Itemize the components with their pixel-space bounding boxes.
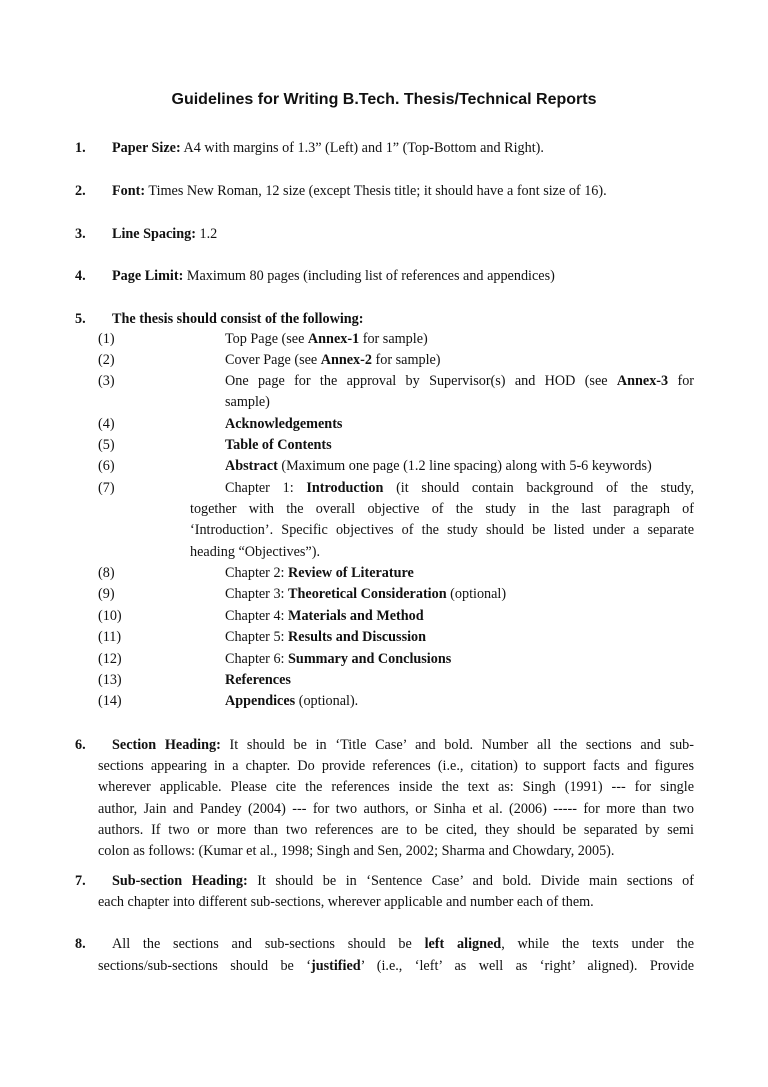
paragraph-line: each chapter into different sub-sections, wherever applicable and number each of them. (98, 894, 594, 910)
list-item (0, 437, 768, 458)
list-item-continued (0, 522, 768, 543)
item-bold: left aligned (424, 936, 502, 952)
list-number: (2) (98, 352, 115, 368)
list-text: for sample) (359, 331, 428, 347)
list-item (0, 629, 768, 650)
item-label: Font: (112, 183, 146, 199)
list-text: ‘Introduction’. Specific objectives of the study should be listed under a separate (190, 522, 694, 538)
list-text: sample) (225, 394, 270, 410)
list-bold: References (225, 672, 291, 688)
list-bold: Annex-3 (616, 373, 669, 389)
list-bold: Review of Literature (288, 565, 414, 581)
list-number: (11) (98, 629, 122, 645)
list-bold: Theoretical Consideration (288, 586, 447, 602)
paragraph-line: author, Jain and Pandey (2004) --- for two authors, or Sinha et al. (2006) ----- for more than two (98, 801, 694, 817)
list-item (0, 565, 768, 586)
list-text: for (668, 373, 695, 389)
list-item (0, 416, 768, 437)
item-text: 1.2 (195, 226, 218, 242)
list-bold: Annex-2 (320, 352, 372, 368)
item-text: , while the texts under the (501, 936, 694, 952)
item-text: sections/sub-sections should be ‘ (98, 958, 311, 974)
list-item-continued (0, 394, 768, 415)
item-label: The thesis should consist of the following: (112, 311, 364, 327)
item-number: 8. (75, 936, 86, 952)
list-text: Chapter 6: (225, 651, 289, 667)
list-number: (6) (98, 458, 115, 474)
item-text: It should be in ‘Sentence Case’ and bold. Divide main sections of (247, 873, 694, 889)
item-text: A4 with margins of 1.3” (Left) and 1” (Top-Bottom and Right). (180, 140, 544, 156)
list-number: (10) (98, 608, 122, 624)
list-item (0, 458, 768, 479)
list-text: (optional). (295, 693, 359, 709)
list-text: (it should contain background of the study, (383, 480, 694, 496)
list-bold: Introduction (306, 480, 384, 496)
list-text: together with the overall objective of the study in the last paragraph of (190, 501, 694, 517)
list-item-continued (0, 501, 768, 522)
list-text: Chapter 4: (225, 608, 289, 624)
list-number: (12) (98, 651, 122, 667)
list-item (0, 331, 768, 352)
list-number: (4) (98, 416, 115, 432)
item-number: 6. (75, 737, 86, 753)
item-number: 5. (75, 311, 86, 327)
item-number: 2. (75, 183, 86, 199)
list-number: (1) (98, 331, 115, 347)
list-bold: Annex-1 (307, 331, 360, 347)
item-text: All the sections and sub-sections should be (112, 936, 425, 952)
item-label: Section Heading: (112, 737, 221, 753)
list-text: Chapter 2: (225, 565, 289, 581)
paragraph-line: sections appearing in a chapter. Do provide references (i.e., citation) to support facts and figures (98, 758, 694, 774)
paragraph-line: colon as follows: (Kumar et al., 1998; Singh and Sen, 2002; Sharma and Chowdary, 2005). (98, 843, 615, 859)
item-text: Times New Roman, 12 size (except Thesis title; it should have a font size of 16). (145, 183, 607, 199)
list-bold: Abstract (225, 458, 278, 474)
list-text: Chapter 1: (225, 480, 307, 496)
list-number: (13) (98, 672, 122, 688)
list-bold: Table of Contents (225, 437, 332, 453)
list-item (0, 352, 768, 373)
list-item (0, 651, 768, 672)
list-text: Top Page (see (225, 331, 308, 347)
list-bold: Appendices (225, 693, 296, 709)
list-number: (5) (98, 437, 115, 453)
list-bold: Acknowledgements (225, 416, 343, 432)
list-number: (9) (98, 586, 115, 602)
paragraph-line: authors. If two or more than two references are to be cited, they should be separated by semi (98, 822, 694, 838)
item-number: 4. (75, 268, 86, 284)
list-text: One page for the approval by Supervisor(s) and HOD (see (225, 373, 617, 389)
item-label: Sub-section Heading: (112, 873, 248, 889)
list-item-continued (0, 544, 768, 565)
page-title: Guidelines for Writing B.Tech. Thesis/Technical Reports (171, 91, 597, 108)
item-text: ’ (i.e., ‘left’ as well as ‘right’ aligned). Provide (360, 958, 694, 974)
list-item (0, 373, 768, 394)
item-number: 3. (75, 226, 86, 242)
list-number: (3) (98, 373, 115, 389)
item-label: Paper Size: (112, 140, 181, 156)
item-label: Line Spacing: (112, 226, 196, 242)
item-number: 1. (75, 140, 86, 156)
list-bold: Results and Discussion (288, 629, 427, 645)
item-text: It should be in ‘Title Case’ and bold. Number all the sections and sub- (220, 737, 694, 753)
list-number: (7) (98, 480, 115, 496)
list-text: (Maximum one page (1.2 line spacing) along with 5-6 keywords) (277, 458, 652, 474)
list-text: Chapter 5: (225, 629, 289, 645)
list-item (0, 693, 768, 714)
item-text: Maximum 80 pages (including list of references and appendices) (183, 268, 555, 284)
item-label: Page Limit: (112, 268, 184, 284)
list-item (0, 608, 768, 629)
list-item (0, 586, 768, 607)
list-bold: Materials and Method (288, 608, 424, 624)
list-number: (8) (98, 565, 115, 581)
list-item (0, 480, 768, 501)
list-text: Chapter 3: (225, 586, 289, 602)
list-text: for sample) (371, 352, 441, 368)
list-number: (14) (98, 693, 122, 709)
item-bold: justified (311, 958, 361, 974)
list-bold: Summary and Conclusions (288, 651, 452, 667)
list-text: (optional) (446, 586, 507, 602)
paragraph-line (98, 958, 694, 975)
paragraph-line: wherever applicable. Please cite the references inside the text as: Singh (1991) --- for single (98, 779, 694, 795)
list-text: heading “Objectives”). (190, 544, 320, 560)
item-number: 7. (75, 873, 86, 889)
list-item (0, 672, 768, 693)
list-text: Cover Page (see (225, 352, 321, 368)
